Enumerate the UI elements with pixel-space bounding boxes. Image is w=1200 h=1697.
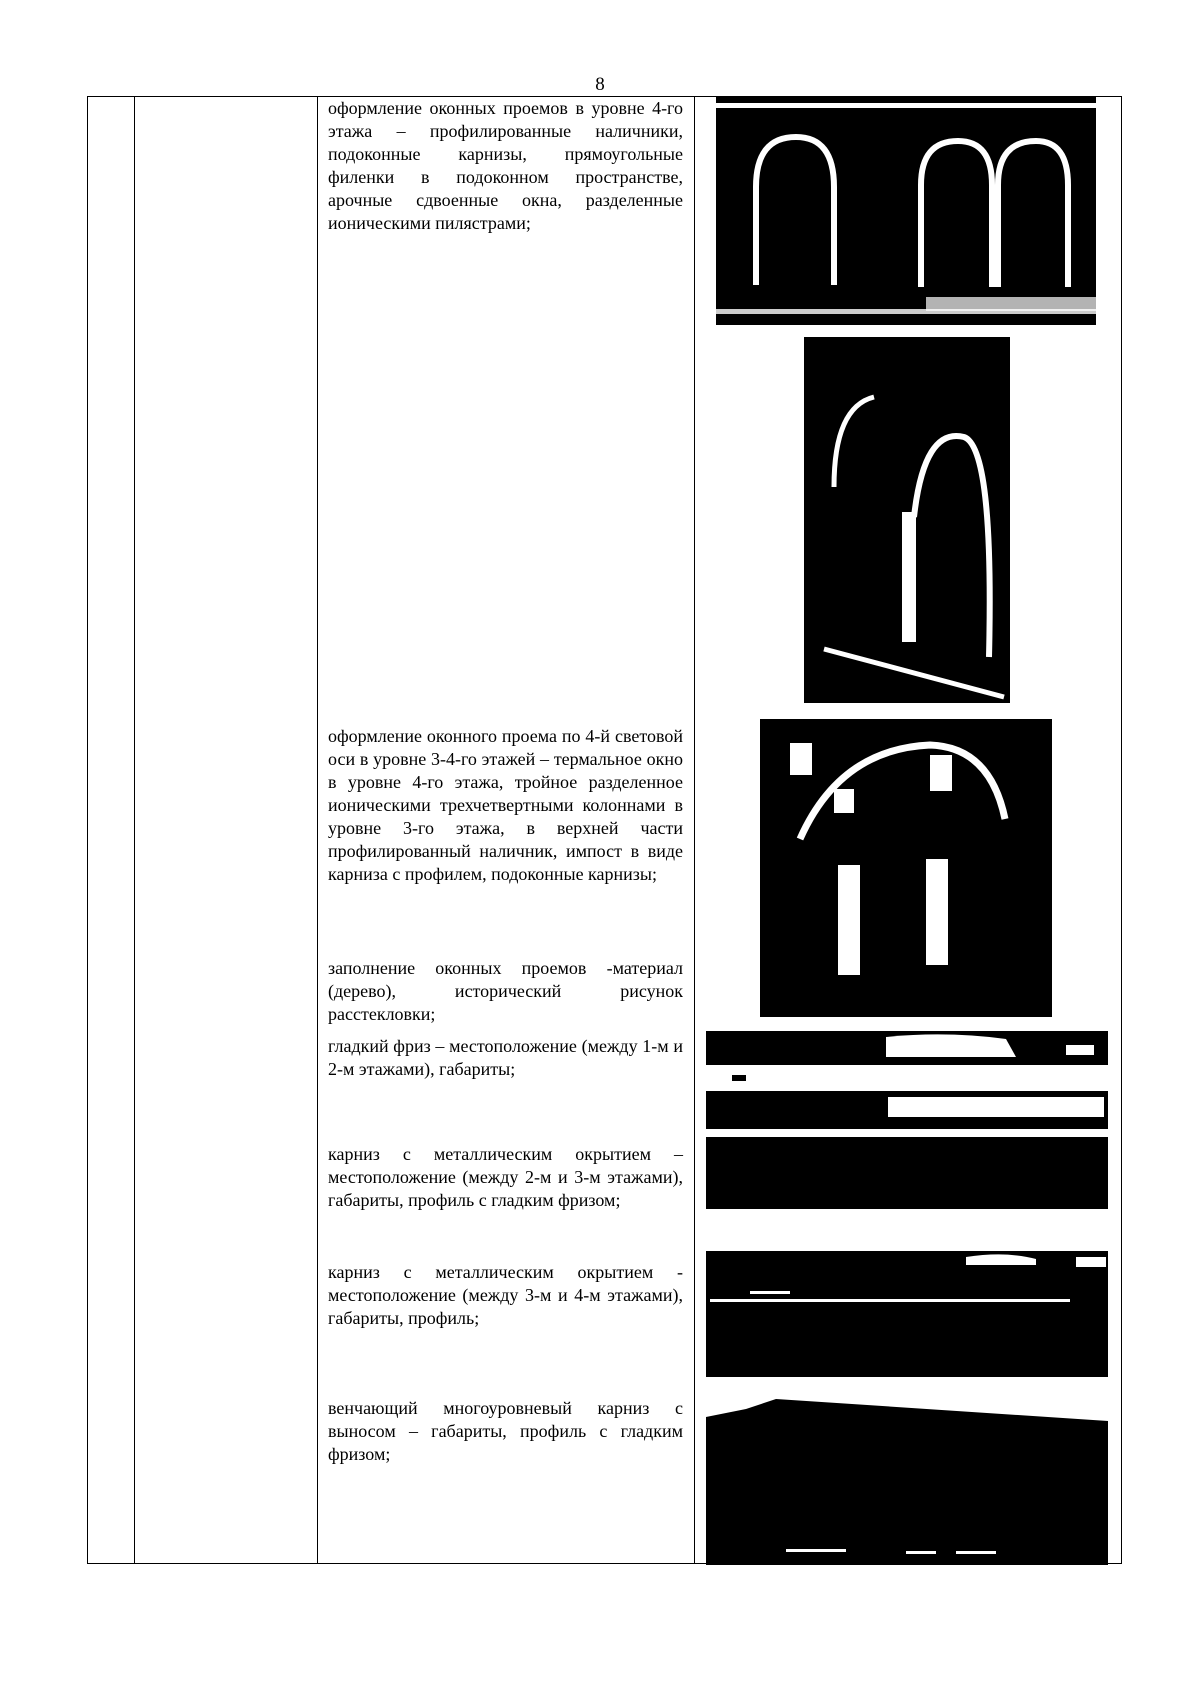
description-window-openings-4th-floor: оформление оконных проемов в уровне 4-го этажа – профилированные наличники, подоконные карнизы, прямоугольные филенки в подоконном пространстве, арочные сдвоенные окна, разделенные ионическими пилястрами; (328, 98, 683, 233)
description-cornice-3-4: карниз с металлическим окрытием - местоположение (между 3-м и 4-м этажами), габариты, профиль; (328, 1262, 683, 1328)
cornice-3-4-photo-icon (706, 1251, 1108, 1377)
arched-window-side-photo-icon (804, 337, 1010, 703)
column-divider (134, 97, 135, 1563)
page-number: 8 (595, 74, 605, 95)
thermal-window-photo-icon (760, 719, 1052, 1017)
description-window-fillings: заполнение оконных проемов -материал (дерево), исторический рисунок расстекловки; (328, 958, 683, 1024)
description-cornice-2-3: карниз с металлическим окрытием – местоположение (между 2-м и 3-м этажами), габариты, профиль с гладким фризом; (328, 1144, 683, 1210)
column-divider (317, 97, 318, 1563)
crowning-cornice-photo-icon (706, 1399, 1108, 1565)
description-window-opening-4th-axis: оформление оконного проема по 4-й световой оси в уровне 3-4-го этажей – термальное окно в уровне 4-го этажа, тройное разделенное ионическими трехчетвертными колоннами в уровне 3-го этажа, в верхней части профилированный наличник, импост в виде карниза с профилем, подоконные карнизы; (328, 726, 683, 884)
twin-arched-windows-photo-icon (716, 97, 1096, 325)
description-crowning-cornice: венчающий многоуровневый карниз с выносом – габариты, профиль с гладким фризом; (328, 1398, 683, 1464)
cornice-2-3-photo-icon (706, 1137, 1108, 1209)
monument-features-table (87, 96, 1122, 1564)
description-smooth-frieze: гладкий фриз – местоположение (между 1-м и 2-м этажами), габариты; (328, 1036, 683, 1079)
column-divider (694, 97, 695, 1563)
frieze-photo-icon (706, 1031, 1108, 1129)
